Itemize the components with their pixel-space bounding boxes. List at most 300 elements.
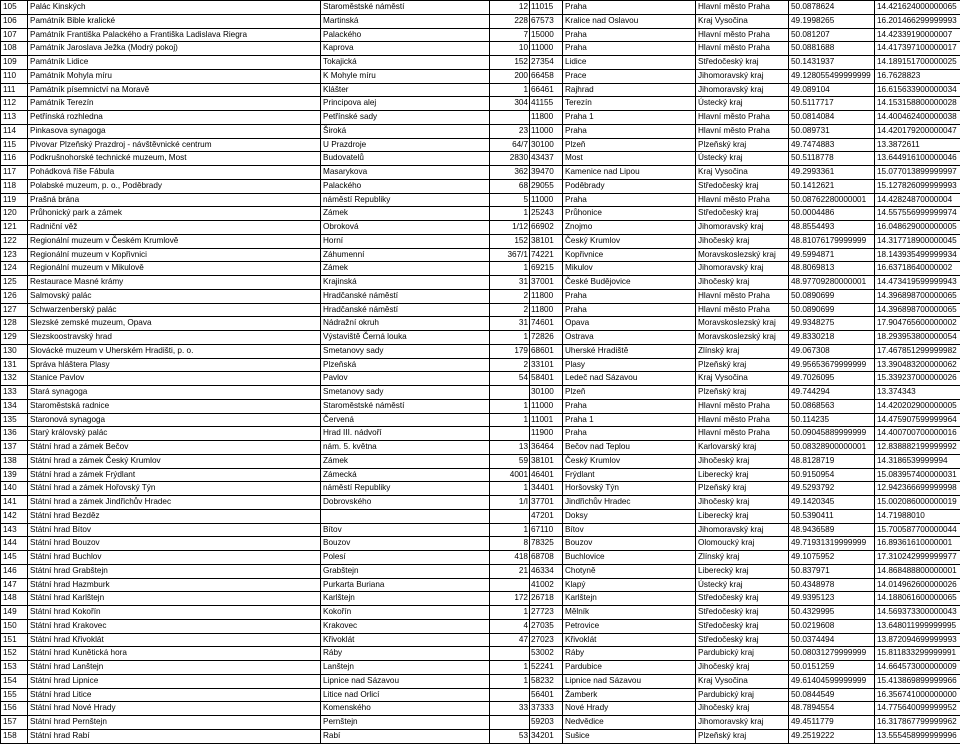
table-row	[1, 14, 960, 28]
zip-cell: 11000	[530, 193, 563, 207]
city-cell: Most	[563, 152, 696, 166]
city-cell: Bouzov	[563, 537, 696, 551]
zip-cell: 11800	[530, 303, 563, 317]
zip-cell: 47201	[530, 509, 563, 523]
street-cell: Budovatelů	[321, 152, 490, 166]
region-cell: Středočeský kraj	[696, 592, 789, 606]
name-cell: Radniční věž	[28, 221, 321, 235]
table-row	[1, 413, 960, 427]
region-cell: Plzeňský kraj	[696, 358, 789, 372]
longitude-cell: 16.317867799999962	[875, 716, 960, 730]
street-cell: Křivoklát	[321, 633, 490, 647]
id-cell: 143	[1, 523, 28, 537]
latitude-cell: 50.4329995	[789, 606, 875, 620]
street-cell: Kokořín	[321, 606, 490, 620]
zip-cell: 58401	[530, 372, 563, 386]
city-cell: Plzeň	[563, 386, 696, 400]
street-cell: náměstí Republiky	[321, 482, 490, 496]
table-row	[1, 234, 960, 248]
name-cell: Správa hláštera Plasy	[28, 358, 321, 372]
house-number-cell	[490, 716, 530, 730]
id-cell: 112	[1, 97, 28, 111]
name-cell: Památník Terezín	[28, 97, 321, 111]
street-cell: Hrad III. nádvoří	[321, 427, 490, 441]
region-cell: Jihočeský kraj	[696, 661, 789, 675]
table-row	[1, 716, 960, 730]
house-number-cell: 1	[490, 83, 530, 97]
street-cell: Nádražní okruh	[321, 317, 490, 331]
longitude-cell: 13.390483200000062	[875, 358, 960, 372]
latitude-cell: 50.08762280000001	[789, 193, 875, 207]
house-number-cell: 4001	[490, 468, 530, 482]
name-cell: Památník Jaroslava Ježka (Modrý pokoj)	[28, 42, 321, 56]
city-cell: Terezín	[563, 97, 696, 111]
region-cell: Jihomoravský kraj	[696, 83, 789, 97]
longitude-cell: 14.417397100000017	[875, 42, 960, 56]
zip-cell: 68601	[530, 344, 563, 358]
latitude-cell: 50.0374494	[789, 633, 875, 647]
longitude-cell: 14.557556999999974	[875, 207, 960, 221]
region-cell: Liberecký kraj	[696, 564, 789, 578]
name-cell: Památník Lidice	[28, 56, 321, 70]
id-cell: 107	[1, 28, 28, 42]
latitude-cell: 48.7894554	[789, 702, 875, 716]
table-row	[1, 633, 960, 647]
name-cell: Prašná brána	[28, 193, 321, 207]
city-cell: Mikulov	[563, 262, 696, 276]
house-number-cell	[490, 688, 530, 702]
name-cell: Petřínská rozhledna	[28, 111, 321, 125]
id-cell: 109	[1, 56, 28, 70]
latitude-cell: 49.5293792	[789, 482, 875, 496]
table-row	[1, 42, 960, 56]
street-cell: nám. 5. května	[321, 441, 490, 455]
id-cell: 156	[1, 702, 28, 716]
longitude-cell: 15.413869899999966	[875, 674, 960, 688]
city-cell: Žamberk	[563, 688, 696, 702]
latitude-cell: 50.0890699	[789, 303, 875, 317]
name-cell: Státní hrad Kokořín	[28, 606, 321, 620]
name-cell: Regionální muzeum v Kopřivnici	[28, 248, 321, 262]
name-cell: Státní hrad Buchlov	[28, 551, 321, 565]
region-cell: Moravskoslezský kraj	[696, 248, 789, 262]
table-row	[1, 578, 960, 592]
latitude-cell: 50.0868563	[789, 399, 875, 413]
latitude-cell: 50.9150954	[789, 468, 875, 482]
house-number-cell	[490, 509, 530, 523]
zip-cell: 25243	[530, 207, 563, 221]
zip-cell: 37701	[530, 496, 563, 510]
id-cell: 114	[1, 124, 28, 138]
longitude-cell: 16.201466299999993	[875, 14, 960, 28]
street-cell: Dobrovského	[321, 496, 490, 510]
id-cell: 119	[1, 193, 28, 207]
name-cell: Státní hrad Bítov	[28, 523, 321, 537]
city-cell: Praha	[563, 289, 696, 303]
latitude-cell: 48.8069813	[789, 262, 875, 276]
name-cell: Státní hrad Lipnice	[28, 674, 321, 688]
longitude-cell: 15.811833299999991	[875, 647, 960, 661]
id-cell: 120	[1, 207, 28, 221]
latitude-cell: 49.744294	[789, 386, 875, 400]
street-cell: Staroměstské náměstí	[321, 399, 490, 413]
region-cell: Jihočeský kraj	[696, 496, 789, 510]
table-row	[1, 399, 960, 413]
street-cell: Výstaviště Černá louka	[321, 331, 490, 345]
id-cell: 135	[1, 413, 28, 427]
zip-cell: 11900	[530, 427, 563, 441]
city-cell: Praha	[563, 427, 696, 441]
city-cell: Uherské Hradiště	[563, 344, 696, 358]
zip-cell: 34201	[530, 729, 563, 743]
house-number-cell: 10	[490, 42, 530, 56]
latitude-cell: 49.2519222	[789, 729, 875, 743]
region-cell: Jihočeský kraj	[696, 276, 789, 290]
street-cell: Zámecká	[321, 468, 490, 482]
house-number-cell: 2	[490, 358, 530, 372]
house-number-cell: 21	[490, 564, 530, 578]
region-cell: Zlínský kraj	[696, 344, 789, 358]
zip-cell: 11000	[530, 399, 563, 413]
latitude-cell: 50.5390411	[789, 509, 875, 523]
region-cell: Hlavní město Praha	[696, 28, 789, 42]
city-cell: Kopřivnice	[563, 248, 696, 262]
name-cell: Regionální muzeum v Českém Krumlově	[28, 234, 321, 248]
city-cell: Praha 1	[563, 413, 696, 427]
region-cell: Ústecký kraj	[696, 152, 789, 166]
latitude-cell: 49.5994871	[789, 248, 875, 262]
name-cell: Památník Mohyla míru	[28, 69, 321, 83]
table-row	[1, 179, 960, 193]
region-cell: Kraj Vysočina	[696, 166, 789, 180]
street-cell: Hradčanské náměstí	[321, 289, 490, 303]
table-row	[1, 83, 960, 97]
city-cell: Kralice nad Oslavou	[563, 14, 696, 28]
city-cell: Klapý	[563, 578, 696, 592]
table-row	[1, 386, 960, 400]
table-row	[1, 358, 960, 372]
region-cell: Hlavní město Praha	[696, 413, 789, 427]
id-cell: 123	[1, 248, 28, 262]
house-number-cell: 1	[490, 331, 530, 345]
region-cell: Plzeňský kraj	[696, 482, 789, 496]
latitude-cell: 49.1998265	[789, 14, 875, 28]
house-number-cell: 1	[490, 606, 530, 620]
region-cell: Hlavní město Praha	[696, 289, 789, 303]
id-cell: 108	[1, 42, 28, 56]
longitude-cell: 16.7628823	[875, 69, 960, 83]
region-cell: Moravskoslezský kraj	[696, 317, 789, 331]
region-cell: Hlavní město Praha	[696, 124, 789, 138]
table-row	[1, 248, 960, 262]
house-number-cell: 53	[490, 729, 530, 743]
street-cell: Komenského	[321, 702, 490, 716]
name-cell: Státní hrad Bezděz	[28, 509, 321, 523]
zip-cell: 34401	[530, 482, 563, 496]
longitude-cell: 16.63718640000002	[875, 262, 960, 276]
name-cell: Státní hrad Kunětická hora	[28, 647, 321, 661]
latitude-cell: 50.0844549	[789, 688, 875, 702]
id-cell: 121	[1, 221, 28, 235]
street-cell: Principova alej	[321, 97, 490, 111]
latitude-cell: 50.5118778	[789, 152, 875, 166]
name-cell: Palác Kinských	[28, 1, 321, 15]
zip-cell: 36464	[530, 441, 563, 455]
table-row	[1, 688, 960, 702]
longitude-cell: 17.310242999999977	[875, 551, 960, 565]
table-row	[1, 69, 960, 83]
zip-cell: 53002	[530, 647, 563, 661]
house-number-cell: 418	[490, 551, 530, 565]
street-cell: Zámek	[321, 454, 490, 468]
latitude-cell: 50.09045889999999	[789, 427, 875, 441]
longitude-cell: 14.317718900000045	[875, 234, 960, 248]
latitude-cell: 50.0151259	[789, 661, 875, 675]
id-cell: 153	[1, 661, 28, 675]
city-cell: Sušice	[563, 729, 696, 743]
street-cell: Tokajická	[321, 56, 490, 70]
street-cell: Červená	[321, 413, 490, 427]
street-cell: Záhumenní	[321, 248, 490, 262]
region-cell: Zlínský kraj	[696, 551, 789, 565]
id-cell: 113	[1, 111, 28, 125]
zip-cell: 41155	[530, 97, 563, 111]
longitude-cell: 14.188061600000065	[875, 592, 960, 606]
latitude-cell: 50.0004486	[789, 207, 875, 221]
latitude-cell: 50.081207	[789, 28, 875, 42]
street-cell: Palackého	[321, 179, 490, 193]
zip-cell: 46401	[530, 468, 563, 482]
region-cell: Hlavní město Praha	[696, 427, 789, 441]
id-cell: 132	[1, 372, 28, 386]
latitude-cell: 48.8128719	[789, 454, 875, 468]
name-cell: Starý královský palác	[28, 427, 321, 441]
latitude-cell: 50.5117717	[789, 97, 875, 111]
house-number-cell: 59	[490, 454, 530, 468]
id-cell: 133	[1, 386, 28, 400]
id-cell: 131	[1, 358, 28, 372]
house-number-cell: 1	[490, 207, 530, 221]
city-cell: Poděbrady	[563, 179, 696, 193]
city-cell: Petrovice	[563, 619, 696, 633]
longitude-cell: 16.048629000000005	[875, 221, 960, 235]
table-row	[1, 28, 960, 42]
longitude-cell: 14.189151700000025	[875, 56, 960, 70]
latitude-cell: 49.9348275	[789, 317, 875, 331]
street-cell: Karlštejn	[321, 592, 490, 606]
longitude-cell: 17.904765600000002	[875, 317, 960, 331]
longitude-cell: 13.3872611	[875, 138, 960, 152]
id-cell: 125	[1, 276, 28, 290]
table-row	[1, 97, 960, 111]
longitude-cell: 14.421624000000065	[875, 1, 960, 15]
name-cell: Regionální muzeum v Mikulově	[28, 262, 321, 276]
region-cell: Kraj Vysočina	[696, 674, 789, 688]
region-cell: Jihočeský kraj	[696, 702, 789, 716]
name-cell: Památník Františka Palackého a Františka Ladislava Riegra	[28, 28, 321, 42]
region-cell: Ústecký kraj	[696, 97, 789, 111]
id-cell: 157	[1, 716, 28, 730]
city-cell: Rajhrad	[563, 83, 696, 97]
zip-cell: 37333	[530, 702, 563, 716]
latitude-cell: 50.08031279999999	[789, 647, 875, 661]
zip-cell: 56401	[530, 688, 563, 702]
table-row	[1, 647, 960, 661]
id-cell: 127	[1, 303, 28, 317]
zip-cell: 37001	[530, 276, 563, 290]
table-row	[1, 468, 960, 482]
longitude-cell: 12.838882199999992	[875, 441, 960, 455]
city-cell: Jindřichův Hradec	[563, 496, 696, 510]
name-cell: Slovácké muzeum v Uherském Hradišti, p. o.	[28, 344, 321, 358]
table-row	[1, 331, 960, 345]
house-number-cell: 2	[490, 303, 530, 317]
table-row	[1, 592, 960, 606]
house-number-cell: 31	[490, 317, 530, 331]
city-cell: Mělník	[563, 606, 696, 620]
name-cell: Restaurace Masné krámy	[28, 276, 321, 290]
latitude-cell: 49.4511779	[789, 716, 875, 730]
house-number-cell: 1	[490, 262, 530, 276]
longitude-cell: 13.872094699999993	[875, 633, 960, 647]
name-cell: Památník písemnictví na Moravě	[28, 83, 321, 97]
latitude-cell: 50.0881688	[789, 42, 875, 56]
id-cell: 126	[1, 289, 28, 303]
city-cell: Buchlovice	[563, 551, 696, 565]
street-cell: Rabí	[321, 729, 490, 743]
id-cell: 128	[1, 317, 28, 331]
table-row	[1, 317, 960, 331]
latitude-cell: 50.114235	[789, 413, 875, 427]
street-cell: Litice nad Orlicí	[321, 688, 490, 702]
house-number-cell: 1	[490, 661, 530, 675]
table-row	[1, 276, 960, 290]
house-number-cell: 23	[490, 124, 530, 138]
id-cell: 105	[1, 1, 28, 15]
id-cell: 115	[1, 138, 28, 152]
house-number-cell: 8	[490, 537, 530, 551]
id-cell: 106	[1, 14, 28, 28]
latitude-cell: 49.1075952	[789, 551, 875, 565]
table-row	[1, 289, 960, 303]
zip-cell: 39470	[530, 166, 563, 180]
id-cell: 152	[1, 647, 28, 661]
region-cell: Karlovarský kraj	[696, 441, 789, 455]
table-row	[1, 509, 960, 523]
house-number-cell	[490, 386, 530, 400]
house-number-cell: 1	[490, 482, 530, 496]
city-cell: Praha	[563, 28, 696, 42]
region-cell: Hlavní město Praha	[696, 193, 789, 207]
id-cell: 158	[1, 729, 28, 743]
zip-cell: 11001	[530, 413, 563, 427]
latitude-cell: 49.067308	[789, 344, 875, 358]
longitude-cell: 14.42339190000007	[875, 28, 960, 42]
table-row	[1, 619, 960, 633]
name-cell: Státní hrad Křivoklát	[28, 633, 321, 647]
region-cell: Kraj Vysočina	[696, 14, 789, 28]
city-cell: Plasy	[563, 358, 696, 372]
latitude-cell: 50.0890699	[789, 289, 875, 303]
city-cell: Lipnice nad Sázavou	[563, 674, 696, 688]
city-cell: Ostrava	[563, 331, 696, 345]
region-cell: Hlavní město Praha	[696, 111, 789, 125]
city-cell: Nové Hrady	[563, 702, 696, 716]
name-cell: Státní hrad a zámek Hořovský Týn	[28, 482, 321, 496]
region-cell: Jihočeský kraj	[696, 234, 789, 248]
street-cell: náměstí Republiky	[321, 193, 490, 207]
longitude-cell: 13.648011999999995	[875, 619, 960, 633]
id-cell: 139	[1, 468, 28, 482]
id-cell: 117	[1, 166, 28, 180]
street-cell	[321, 509, 490, 523]
region-cell: Kraj Vysočina	[696, 372, 789, 386]
zip-cell: 67110	[530, 523, 563, 537]
longitude-cell: 14.400700700000016	[875, 427, 960, 441]
house-number-cell: 54	[490, 372, 530, 386]
house-number-cell: 172	[490, 592, 530, 606]
zip-cell: 52241	[530, 661, 563, 675]
city-cell: Praha	[563, 42, 696, 56]
longitude-cell: 14.475907599999964	[875, 413, 960, 427]
id-cell: 146	[1, 564, 28, 578]
name-cell: Slezskoostravský hrad	[28, 331, 321, 345]
latitude-cell: 50.4348978	[789, 578, 875, 592]
table-row	[1, 1, 960, 15]
region-cell: Jihomoravský kraj	[696, 523, 789, 537]
house-number-cell: 13	[490, 441, 530, 455]
house-number-cell: 304	[490, 97, 530, 111]
latitude-cell: 49.089104	[789, 83, 875, 97]
table-body	[1, 1, 960, 744]
house-number-cell: 1/12	[490, 221, 530, 235]
street-cell: Pernštejn	[321, 716, 490, 730]
latitude-cell: 49.7474883	[789, 138, 875, 152]
table-row	[1, 207, 960, 221]
city-cell: České Budějovice	[563, 276, 696, 290]
name-cell: Podkrušnohorské technické muzeum, Most	[28, 152, 321, 166]
latitude-cell: 48.81076179999999	[789, 234, 875, 248]
city-cell: Plzeň	[563, 138, 696, 152]
id-cell: 151	[1, 633, 28, 647]
house-number-cell: 5	[490, 193, 530, 207]
id-cell: 148	[1, 592, 28, 606]
zip-cell: 30100	[530, 386, 563, 400]
name-cell: Státní hrad Rabí	[28, 729, 321, 743]
zip-cell: 59203	[530, 716, 563, 730]
name-cell: Státní hrad a zámek Frýdlant	[28, 468, 321, 482]
longitude-cell: 14.868488800000001	[875, 564, 960, 578]
id-cell: 141	[1, 496, 28, 510]
table-row	[1, 702, 960, 716]
id-cell: 147	[1, 578, 28, 592]
street-cell: Bouzov	[321, 537, 490, 551]
longitude-cell: 14.569373300000043	[875, 606, 960, 620]
city-cell: Český Krumlov	[563, 234, 696, 248]
id-cell: 136	[1, 427, 28, 441]
longitude-cell: 13.644916100000046	[875, 152, 960, 166]
name-cell: Státní hrad a zámek Jindřichův Hradec	[28, 496, 321, 510]
longitude-cell: 14.775640099999952	[875, 702, 960, 716]
latitude-cell: 49.2993361	[789, 166, 875, 180]
region-cell: Jihomoravský kraj	[696, 716, 789, 730]
zip-cell: 29055	[530, 179, 563, 193]
street-cell: Lipnice nad Sázavou	[321, 674, 490, 688]
house-number-cell: 200	[490, 69, 530, 83]
zip-cell: 27023	[530, 633, 563, 647]
id-cell: 137	[1, 441, 28, 455]
table-row	[1, 124, 960, 138]
